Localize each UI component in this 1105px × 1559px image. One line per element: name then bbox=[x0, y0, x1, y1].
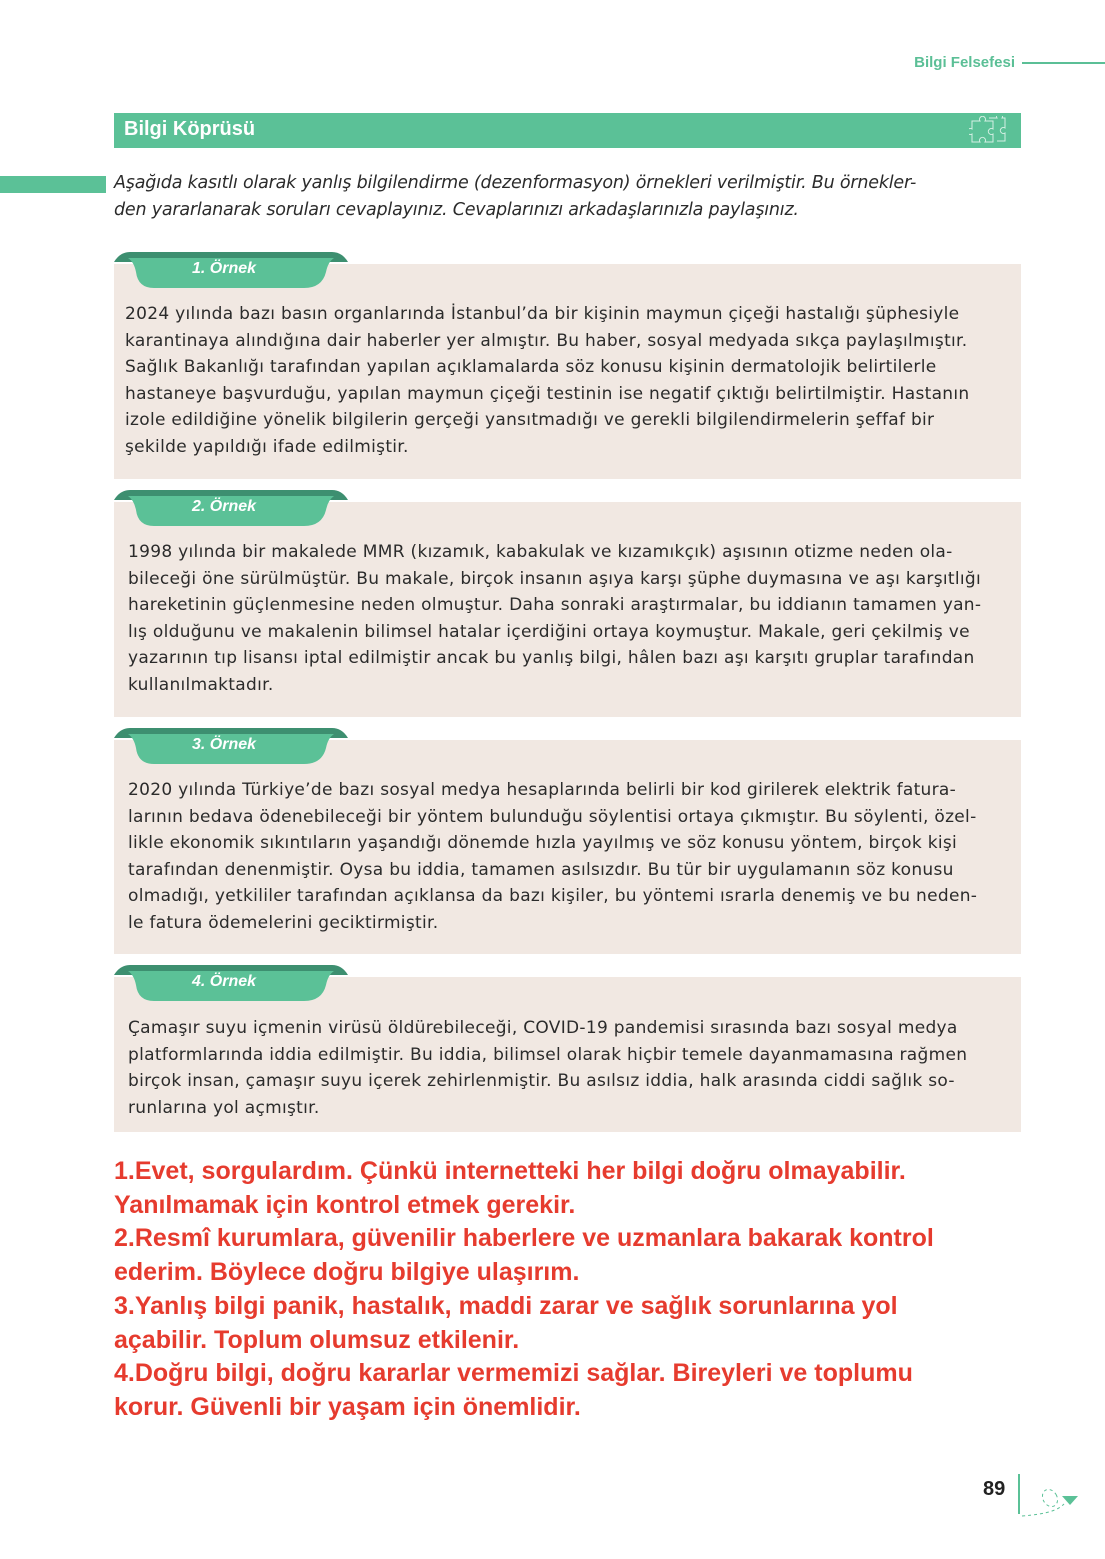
example-text-line: tarafından denenmiştir. Oysa bu iddia, tamamen asılsızdır. Bu tür bir uygulamanın söz konusu bbox=[128, 859, 954, 880]
example-text-line: runlarına yol açmıştır. bbox=[128, 1097, 320, 1118]
answer-line: açabilir. Toplum olumsuz etkilenir. bbox=[114, 1325, 520, 1354]
running-header: Bilgi Felsefesi bbox=[914, 54, 1015, 71]
example-label: 2. Örnek bbox=[192, 498, 257, 515]
example-text bbox=[128, 1015, 967, 1121]
example-text-line: 2020 yılında Türkiye’de bazı sosyal medya hesaplarında belirli bir kod girilerek elektrik fatura- bbox=[128, 780, 957, 800]
example-label: 1. Örnek bbox=[192, 260, 257, 277]
answer-line: 4.Doğru bilgi, doğru kararlar vermemizi sağlar. Bireyleri ve toplumu bbox=[114, 1359, 913, 1388]
example-text-line: bileceği öne sürülmüştür. Bu makale, birçok insanın aşıya karşı şüphe duymasına ve aşı karşıtlığı bbox=[128, 568, 982, 589]
example-tab bbox=[114, 728, 348, 765]
dashed-arrow-icon bbox=[1018, 1480, 1080, 1520]
example-text-line: le fatura ödemelerini geciktirmiştir. bbox=[128, 912, 439, 933]
example-text bbox=[128, 777, 977, 936]
section-title: Bilgi Köprüsü bbox=[124, 118, 256, 140]
example-tab bbox=[114, 490, 348, 527]
example-text-line: izole edildiğine yönelik bilgilerin gerçeği yansıtmadığı ve gerekli bilgilendirmelerin şeffaf bir bbox=[125, 410, 935, 430]
instructions bbox=[114, 170, 1024, 224]
puzzle-icon bbox=[969, 116, 1007, 144]
example-text-line: 1998 yılında bir makalede MMR (kızamık, kabakulak ve kızamıkçık) aşısının otizme neden ola- bbox=[128, 542, 953, 562]
example-text bbox=[125, 301, 969, 460]
margin-accent-bar bbox=[0, 176, 106, 193]
answer-line: 1.Evet, sorgulardım. Çünkü internetteki her bilgi doğru olmayabilir. bbox=[114, 1157, 906, 1185]
example-text-line: birçok insan, çamaşır suyu içerek zehirlenmiştir. Bu asılsız iddia, halk arasında ciddi sağlık so- bbox=[128, 1071, 955, 1091]
example-label: 4. Örnek bbox=[192, 973, 257, 990]
instructions-line: den yararlanarak soruları cevaplayınız. Cevaplarınızı arkadaşlarınızla paylaşınız. bbox=[114, 200, 799, 220]
answer-line: Yanılmamak için kontrol etmek gerekir. bbox=[114, 1190, 576, 1219]
example-text-line: 2024 yılında bazı basın organlarında İstanbul’da bir kişinin maymun çiçeği hastalığı şüphesiyle bbox=[125, 304, 960, 324]
example-text-line: hareketinin güçlenmesine neden olmuştur. Daha sonraki araştırmalar, bu iddianın tamamen yan- bbox=[128, 595, 982, 615]
instructions-line: Aşağıda kasıtlı olarak yanlış bilgilendirme (dezenformasyon) örnekleri verilmiştir. Bu örnekler- bbox=[114, 173, 917, 193]
example-text-line: yazarının tıp lisansı iptal edilmiştir ancak bu yanlış bilgi, hâlen bazı aşı karşıtı gruplar tarafından bbox=[128, 648, 975, 668]
example-label: 3. Örnek bbox=[192, 736, 257, 753]
page-number: 89 bbox=[983, 1478, 1006, 1500]
example-tab bbox=[114, 965, 348, 1002]
example-text-line: lış olduğunu ve makalenin bilimsel hatalar içerdiğini ortaya koymuştur. Makale, geri çekilmiş ve bbox=[128, 621, 970, 642]
answer-line: 2.Resmî kurumlara, güvenilir haberlere ve uzmanlara bakarak kontrol bbox=[114, 1224, 934, 1253]
example-text-line: şekilde yapıldığı ifade edilmiştir. bbox=[125, 436, 409, 457]
example-text-line: karantinaya alındığına dair haberler yer almıştır. Bu haber, sosyal medyada sıkça paylaşılmıştır. bbox=[125, 330, 968, 351]
example-text-line: Sağlık Bakanlığı tarafından yapılan açıklamalarda söz konusu kişinin dermatolojik belirtilerle bbox=[125, 357, 937, 377]
example-text-line: larının bedava ödenebileceği bir yöntem bulunduğu söylentisi ortaya çıkmıştır. Bu söylenti, özel- bbox=[128, 806, 977, 827]
answer-line: 3.Yanlış bilgi panik, hastalık, maddi zarar ve sağlık sorunlarına yol bbox=[114, 1291, 898, 1320]
answer-line: korur. Güvenli bir yaşam için önemlidir. bbox=[114, 1392, 581, 1421]
section-banner bbox=[114, 113, 1021, 148]
answer-line: ederim. Böylece doğru bilgiye ulaşırım. bbox=[114, 1258, 580, 1287]
example-text-line: likle ekonomik sıkıntıların yaşandığı dönemde hızla yayılmış ve söz konusu yöntem, birçok kişi bbox=[128, 833, 958, 853]
example-tab bbox=[114, 252, 348, 289]
header-rule bbox=[1022, 62, 1105, 64]
handwritten-answers bbox=[114, 1155, 934, 1425]
example-text-line: olmadığı, yetkililer tarafından açıklansa da bazı kişiler, bu yöntemi ısrarla denemiş ve bu neden- bbox=[128, 886, 978, 906]
example-text bbox=[128, 539, 981, 698]
example-text-line: platformlarında iddia edilmiştir. Bu iddia, bilimsel olarak hiçbir temele dayanmamasına rağmen bbox=[128, 1044, 968, 1065]
example-text-line: Çamaşır suyu içmenin virüsü öldürebileceği, COVID-19 pandemisi sırasında bazı sosyal medya bbox=[128, 1018, 958, 1038]
example-text-line: kullanılmaktadır. bbox=[128, 674, 274, 695]
example-text-line: hastaneye başvurduğu, yapılan maymun çiçeği testinin ise negatif çıktığı belirtilmiştir. Hastanın bbox=[125, 383, 970, 404]
